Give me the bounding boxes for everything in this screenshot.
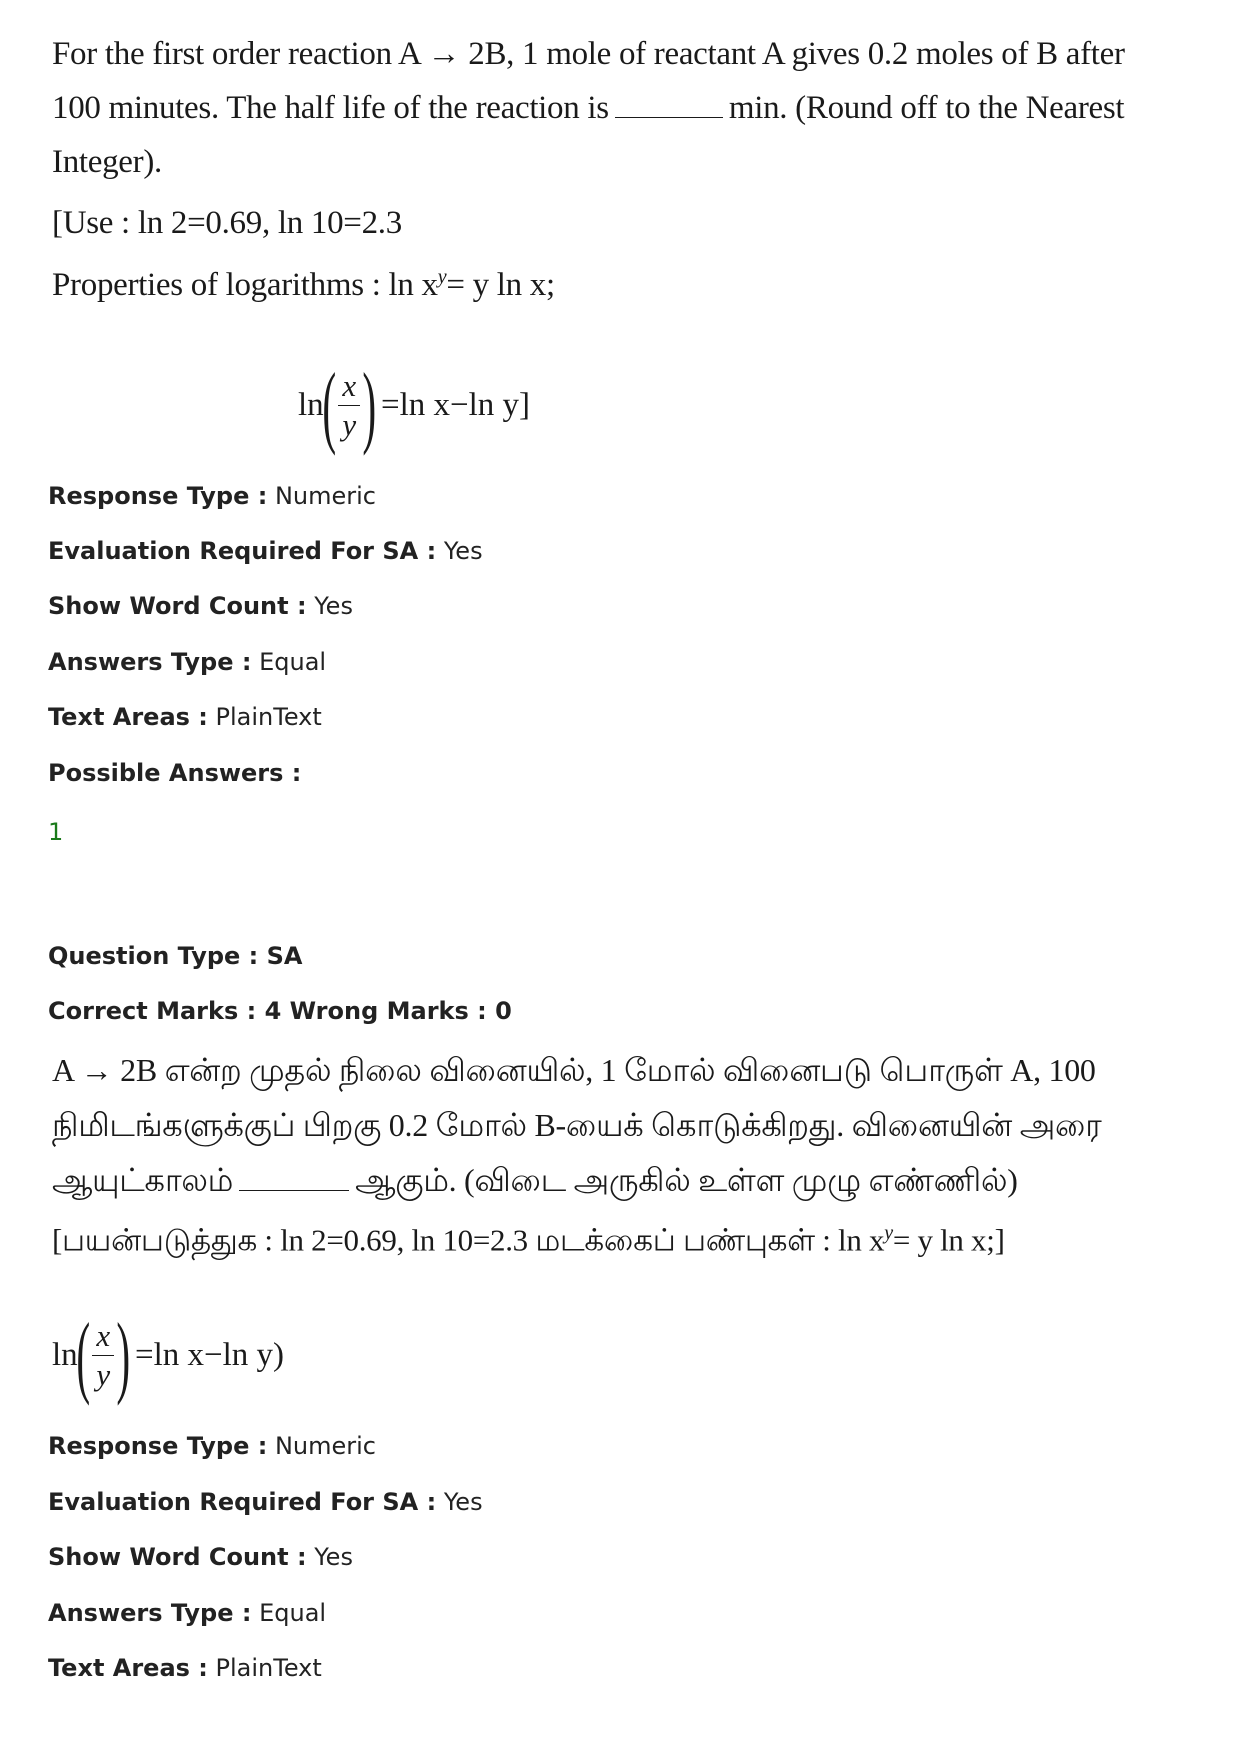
q1-fraction [338,367,360,444]
meta2-show-word-count: Show Word Count : Yes [48,1543,353,1571]
q2-fraction [92,1317,114,1394]
q1-line-5 [52,266,555,304]
q2-fraction-denominator: y [96,1356,111,1392]
q2-line-3 [52,1162,1018,1203]
answer-blank-tamil [239,1164,349,1191]
q2-formula-rhs: =ln x−ln y) [134,1336,285,1373]
left-paren: ( [322,354,336,456]
q1-line-3: Integer). [52,144,162,180]
q1-line-2-end: min. (Round off to the Nearest [728,90,1125,126]
q2-fraction-numerator: x [96,1317,111,1353]
right-paren: ) [362,354,377,456]
right-paren: ) [116,1304,131,1406]
q1-fraction-numerator: x [342,367,357,403]
q1-line-2 [52,90,1125,127]
q1-line-4: [Use : ln 2=0.69, ln 10=2.3 [52,205,402,241]
q2-formula-ln: ln [52,1336,78,1373]
q2-line-1: A → 2B என்ற முதல் நிலை வினையில், 1 மோல் வினைபடு பொருள் A, 100 [52,1052,1096,1088]
q1-log-quotient-formula [298,355,530,455]
meta2-text-areas: Text Areas : PlainText [48,1654,322,1682]
answer-blank [615,91,723,118]
possible-answer-value: 1 [48,818,64,846]
q2-usage-start: [பயன்படுத்துக : ln 2=0.69, ln 10=2.3 மடக்கைப் பண்புகள் : ln x [52,1222,885,1258]
meta1-possible-answers: Possible Answers : [48,759,302,787]
q1-formula-rhs: =ln x−ln y] [380,386,531,423]
marks-label: Correct Marks : 4 Wrong Marks : 0 [48,997,512,1025]
meta1-text-areas: Text Areas : PlainText [48,703,322,731]
meta1-answers-type: Answers Type : Equal [48,648,327,676]
q2-log-quotient-formula [52,1305,284,1405]
q2-line-4 [52,1222,1005,1262]
q1-line-1: For the first order reaction A → 2B, 1 mole of reactant A gives 0.2 moles of B after [52,36,1125,72]
q1-log-property-end: = y ln x; [446,267,555,303]
meta2-evaluation-required: Evaluation Required For SA : Yes [48,1488,483,1516]
q2-line-2: நிமிடங்களுக்குப் பிறகு 0.2 மோல் B-யைக் கொடுக்கிறது. வினையின் அரை [52,1107,1102,1143]
meta1-evaluation-required: Evaluation Required For SA : Yes [48,537,483,565]
meta1-response-type: Response Type : Numeric [48,482,376,510]
q1-formula-ln: ln [298,386,324,423]
question-type-label: Question Type : SA [48,942,303,970]
q1-log-property-exponent: y [437,266,447,288]
q1-log-property-start: Properties of logarithms : ln x [52,267,438,303]
meta1-show-word-count: Show Word Count : Yes [48,592,353,620]
q1-fraction-denominator: y [342,406,357,442]
q2-line-3-start: ஆயுட்காலம் [52,1162,234,1198]
left-paren: ( [76,1304,90,1406]
meta2-response-type: Response Type : Numeric [48,1432,376,1460]
q1-line-2-start: 100 minutes. The half life of the reaction is [52,90,609,126]
meta2-answers-type: Answers Type : Equal [48,1599,327,1627]
q2-usage-exponent: y [884,1222,893,1244]
q2-usage-end: = y ln x;] [892,1222,1005,1258]
q2-line-3-end: ஆகும். (விடை அருகில் உள்ள முழு எண்ணில்) [355,1162,1018,1198]
